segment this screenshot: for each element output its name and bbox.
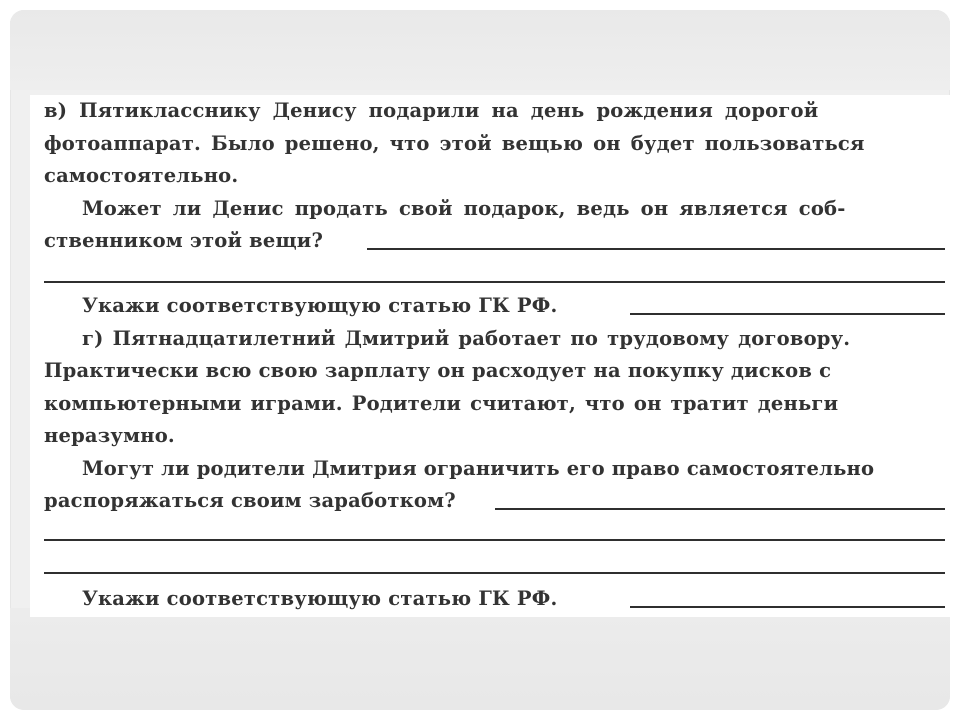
- answer-line-g-2: [44, 539, 945, 541]
- task-g-line-6: распоряжаться своим заработком?: [44, 489, 456, 512]
- task-v-article-prompt: Укажи соответствующую статью ГК РФ.: [82, 294, 558, 317]
- slide: [10, 10, 950, 710]
- task-g-line-3: компьютерными играми. Родители считают, что он тратит деньги: [44, 392, 839, 415]
- slide-top-band: [10, 10, 950, 90]
- task-g-line-4: неразумно.: [44, 424, 175, 447]
- task-g-article-prompt: Укажи соответствующую статью ГК РФ.: [82, 587, 558, 610]
- worksheet-page: [30, 95, 950, 617]
- task-g-line-2: Практически всю свою зарплату он расходует на покупку дисков с: [44, 359, 832, 382]
- answer-line-g-1: [495, 508, 945, 510]
- task-v-line-2: фотоаппарат. Было решено, что этой вещью он будет пользоваться: [44, 132, 865, 155]
- answer-line-v-2: [44, 281, 945, 283]
- task-v-line-1: в) Пятикласснику Денису подарили на день рождения дорогой: [44, 99, 819, 122]
- task-v-line-5: ственником этой вещи?: [44, 229, 324, 252]
- task-g-line-5: Могут ли родители Дмитрия ограничить его право самостоятельно: [82, 457, 875, 480]
- answer-line-v-article: [630, 313, 945, 315]
- task-v-line-4: Может ли Денис продать свой подарок, ведь он является соб-: [82, 197, 846, 220]
- slide-bottom-band: [10, 608, 950, 710]
- answer-line-v-1: [367, 248, 945, 250]
- task-v-line-3: самостоятельно.: [44, 164, 239, 187]
- answer-line-g-3: [44, 572, 945, 574]
- answer-line-g-article: [630, 606, 945, 608]
- task-g-line-1: г) Пятнадцатилетний Дмитрий работает по трудовому договору.: [82, 327, 851, 350]
